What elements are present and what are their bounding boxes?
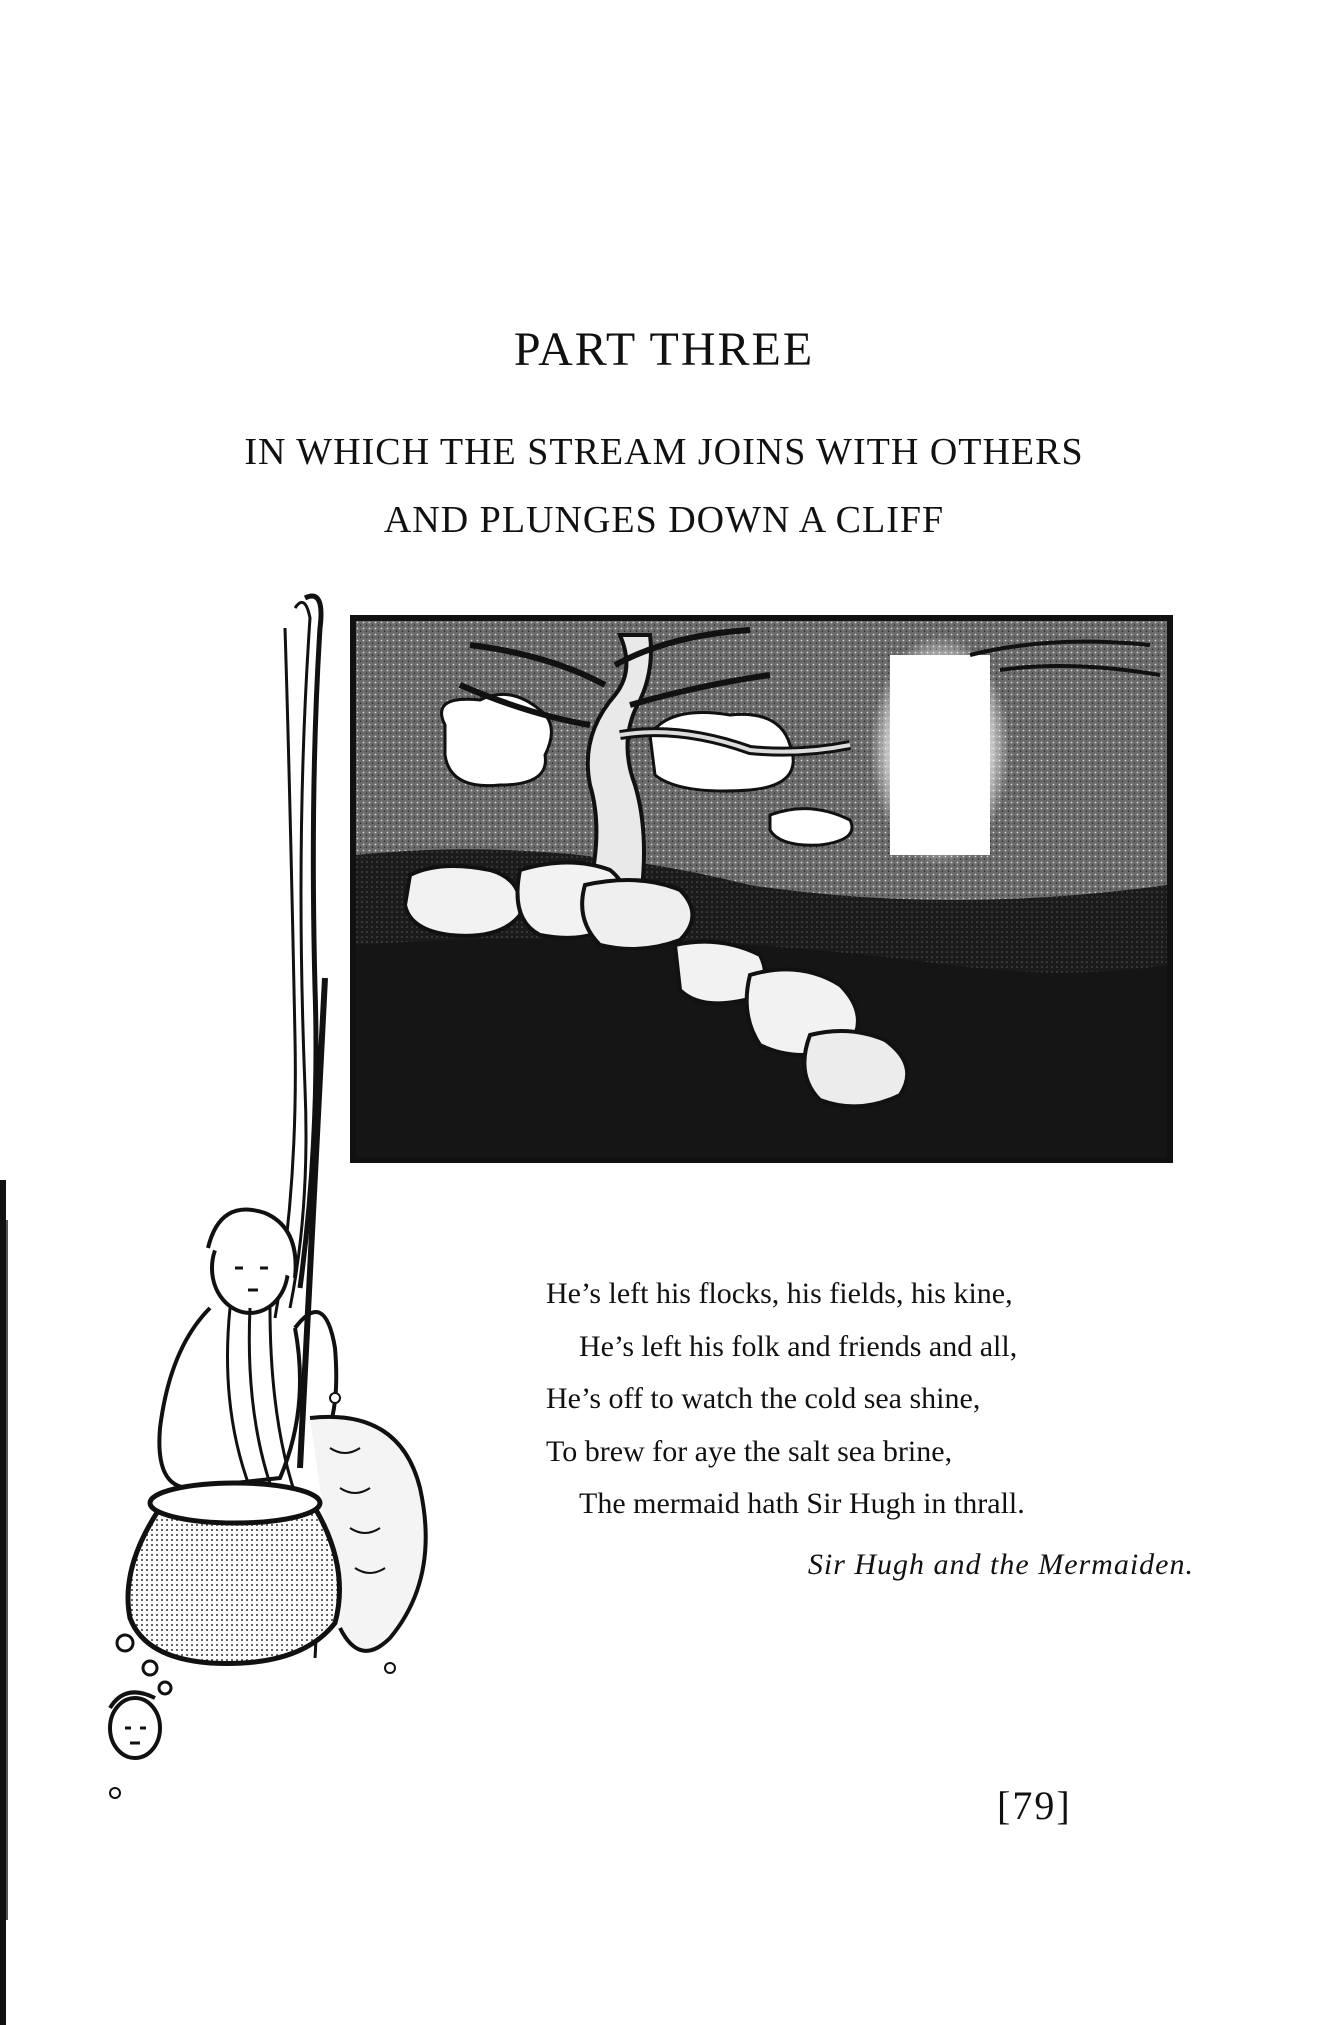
chapter-subtitle-line-2: AND PLUNGES DOWN A CLIFF: [383, 499, 945, 541]
verse-line-5: The mermaid hath Sir Hugh in thrall.: [579, 1487, 1025, 1520]
binding-shadow: [0, 1180, 10, 2025]
landscape-illustration: [350, 615, 1173, 1163]
verse-line-3: He’s off to watch the cold sea shine,: [546, 1382, 981, 1415]
part-title: PART THREE: [513, 323, 815, 376]
verse-block: [546, 1268, 1226, 1531]
verse-line-4: To brew for aye the salt sea brine,: [546, 1434, 953, 1468]
chapter-subtitle-line-1: IN WHICH THE STREAM JOINS WITH OTHERS: [244, 431, 1084, 473]
verse-line-2: He’s left his folk and friends and all,: [579, 1329, 1018, 1363]
page-number: [79]: [997, 1783, 1072, 1828]
verse-attribution: Sir Hugh and the Mermaiden.: [807, 1548, 1194, 1581]
mermaid-cauldron-illustration: [100, 588, 465, 1803]
verse-line-1: He’s left his flocks, his fields, his kine,: [546, 1277, 1013, 1310]
